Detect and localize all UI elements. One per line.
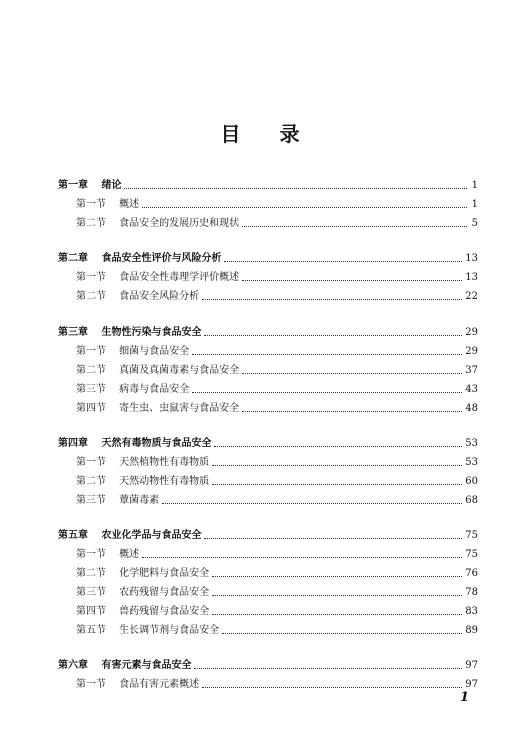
toc-entry-number: 第六章	[58, 660, 88, 671]
toc-entry-number: 第五节	[76, 625, 106, 636]
toc-entry-page: 68	[465, 495, 478, 506]
toc-entry-number: 第三章	[58, 327, 88, 338]
toc-entry-label	[76, 403, 239, 415]
toc-entry-title: 食品安全风险分析	[116, 291, 200, 302]
toc-entry-page: 60	[465, 476, 478, 487]
toc-entry-label	[58, 327, 201, 339]
toc-entry-page: 13	[465, 253, 478, 264]
toc-entry-label	[76, 291, 199, 303]
toc-leader-dots	[212, 614, 462, 615]
toc-section-entry[interactable]	[58, 547, 478, 561]
toc-entry-title: 绪论	[98, 180, 122, 191]
toc-entry-number: 第三节	[76, 495, 106, 506]
toc-entry-page: 53	[465, 457, 478, 468]
toc-entry-title: 天然有毒物质与食品安全	[98, 438, 212, 449]
toc-leader-dots	[192, 354, 462, 355]
toc-entry-page: 97	[465, 679, 478, 690]
toc-leader-dots	[142, 207, 467, 208]
toc-entry-number: 第二节	[76, 476, 106, 487]
toc-chapter-entry[interactable]	[58, 325, 478, 339]
toc-leader-dots	[214, 446, 462, 447]
toc-entry-title: 兽药残留与食品安全	[116, 606, 210, 617]
toc-entry-page: 76	[465, 568, 478, 579]
toc-entry-page: 13	[465, 272, 478, 283]
toc-section-entry[interactable]	[58, 604, 478, 618]
toc-section-entry[interactable]	[58, 677, 478, 691]
toc-entry-page: 29	[465, 346, 478, 357]
toc-entry-title: 农药残留与食品安全	[116, 587, 210, 598]
toc-entry-label	[58, 660, 191, 672]
toc-entry-page: 29	[465, 327, 478, 338]
toc-chapter-entry[interactable]	[58, 436, 478, 450]
toc-section-entry[interactable]	[58, 289, 478, 303]
toc-entry-number: 第二节	[76, 291, 106, 302]
toc-leader-dots	[224, 261, 462, 262]
toc-leader-dots	[212, 484, 462, 485]
toc-section-entry[interactable]	[58, 363, 478, 377]
toc-entry-page: 75	[465, 530, 478, 541]
toc-entry-label	[58, 253, 221, 265]
toc-leader-dots	[242, 280, 462, 281]
toc-entry-title: 食品安全的发展历史和现状	[116, 218, 240, 229]
toc-entry-label	[76, 625, 219, 637]
toc-leader-dots	[124, 188, 467, 189]
toc-entry-label	[76, 549, 139, 561]
toc-entry-label	[76, 218, 239, 230]
toc-entry-page: 22	[465, 291, 478, 302]
toc-entry-number: 第三节	[76, 384, 106, 395]
toc-section-entry[interactable]	[58, 493, 478, 507]
toc-leader-dots	[202, 687, 462, 688]
toc-entry-number: 第一节	[76, 679, 106, 690]
toc-entry-number: 第二节	[76, 568, 106, 579]
toc-entry-title: 蕈菌毒素	[116, 495, 160, 506]
toc-entry-number: 第五章	[58, 530, 88, 541]
toc-entry-page: 89	[465, 625, 478, 636]
toc-entry-label	[76, 346, 189, 358]
toc-entry-page: 75	[465, 549, 478, 560]
toc-entry-number: 第三节	[76, 587, 106, 598]
toc-leader-dots	[202, 299, 462, 300]
toc-entry-label	[76, 476, 209, 488]
toc-leader-dots	[222, 633, 462, 634]
toc-entry-title: 概述	[116, 549, 140, 560]
toc-entry-number: 第一节	[76, 272, 106, 283]
toc-section-entry[interactable]	[58, 455, 478, 469]
toc-entry-page: 43	[465, 384, 478, 395]
toc-entry-title: 农业化学品与食品安全	[98, 530, 202, 541]
toc-entry-page: 5	[471, 218, 478, 229]
toc-entry-label	[76, 384, 189, 396]
toc-chapter-entry[interactable]	[58, 251, 478, 265]
page-number: 1	[460, 690, 470, 705]
toc-entry-title: 生物性污染与食品安全	[98, 327, 202, 338]
toc-leader-dots	[212, 465, 462, 466]
toc-entry-page: 97	[465, 660, 478, 671]
toc-leader-dots	[212, 576, 462, 577]
toc-section-entry[interactable]	[58, 401, 478, 415]
toc-leader-dots	[204, 538, 462, 539]
toc-entry-page: 53	[465, 438, 478, 449]
toc-section-entry[interactable]	[58, 270, 478, 284]
toc-entry-label	[76, 606, 209, 618]
toc-section-entry[interactable]	[58, 474, 478, 488]
toc-leader-dots	[242, 226, 467, 227]
toc-entry-page: 78	[465, 587, 478, 598]
toc-entry-title: 天然植物性有毒物质	[116, 457, 210, 468]
toc-chapter-entry[interactable]	[58, 528, 478, 542]
toc-entry-number: 第一节	[76, 457, 106, 468]
toc-entry-title: 天然动物性有毒物质	[116, 476, 210, 487]
toc-entry-title: 细菌与食品安全	[116, 346, 190, 357]
toc-leader-dots	[194, 668, 462, 669]
toc-section-entry[interactable]	[58, 344, 478, 358]
toc-entry-number: 第一章	[58, 180, 88, 191]
toc-entry-title: 生长调节剂与食品安全	[116, 625, 220, 636]
toc-entry-page: 37	[465, 365, 478, 376]
toc-entry-number: 第一节	[76, 199, 106, 210]
toc-section-entry[interactable]	[58, 216, 478, 230]
toc-entry-page: 48	[465, 403, 478, 414]
toc-entry-label	[76, 199, 139, 211]
toc-leader-dots	[242, 373, 462, 374]
toc-leader-dots	[192, 392, 462, 393]
toc-leader-dots	[142, 557, 462, 558]
toc-entry-number: 第四节	[76, 403, 106, 414]
toc-entry-title: 概述	[116, 199, 140, 210]
toc-entry-label	[76, 679, 199, 691]
toc-entry-label	[58, 180, 121, 192]
toc-entry-number: 第二节	[76, 365, 106, 376]
toc-section-entry[interactable]	[58, 197, 478, 211]
toc-leader-dots	[212, 595, 462, 596]
toc-entry-title: 寄生虫、虫鼠害与食品安全	[116, 403, 240, 414]
toc-entry-label	[76, 272, 239, 284]
toc-entry-number: 第二章	[58, 253, 88, 264]
toc-entry-number: 第四节	[76, 606, 106, 617]
toc-leader-dots	[242, 411, 462, 412]
toc-entry-title: 真菌及真菌毒素与食品安全	[116, 365, 240, 376]
toc-entry-page: 1	[471, 199, 478, 210]
toc-entry-title: 食品有害元素概述	[116, 679, 200, 690]
toc-entry-label	[76, 587, 209, 599]
page-title: 目 录	[220, 122, 316, 146]
toc-entry-label	[76, 365, 239, 377]
toc-entry-number: 第二节	[76, 218, 106, 229]
toc-entry-number: 第一节	[76, 346, 106, 357]
toc-chapter-entry[interactable]	[58, 178, 478, 192]
toc-entry-title: 有害元素与食品安全	[98, 660, 192, 671]
toc-entry-label	[58, 438, 211, 450]
toc-entry-label	[58, 530, 201, 542]
toc-chapter-entry[interactable]	[58, 658, 478, 672]
toc-entry-label	[76, 568, 209, 580]
toc-entry-page: 1	[471, 180, 478, 191]
toc-entry-title: 化学肥料与食品安全	[116, 568, 210, 579]
toc-entry-label	[76, 495, 159, 507]
toc-entry-title: 病毒与食品安全	[116, 384, 190, 395]
toc-entry-title: 食品安全性评价与风险分析	[98, 253, 222, 264]
toc-entry-page: 83	[465, 606, 478, 617]
toc-section-entry[interactable]	[58, 623, 478, 637]
toc-section-entry[interactable]	[58, 566, 478, 580]
toc-entry-title: 食品安全性毒理学评价概述	[116, 272, 240, 283]
toc-section-entry[interactable]	[58, 585, 478, 599]
toc-entry-number: 第四章	[58, 438, 88, 449]
toc-section-entry[interactable]	[58, 382, 478, 396]
toc-leader-dots	[204, 335, 462, 336]
toc-entry-label	[76, 457, 209, 469]
toc-entry-number: 第一节	[76, 549, 106, 560]
toc-leader-dots	[162, 503, 462, 504]
